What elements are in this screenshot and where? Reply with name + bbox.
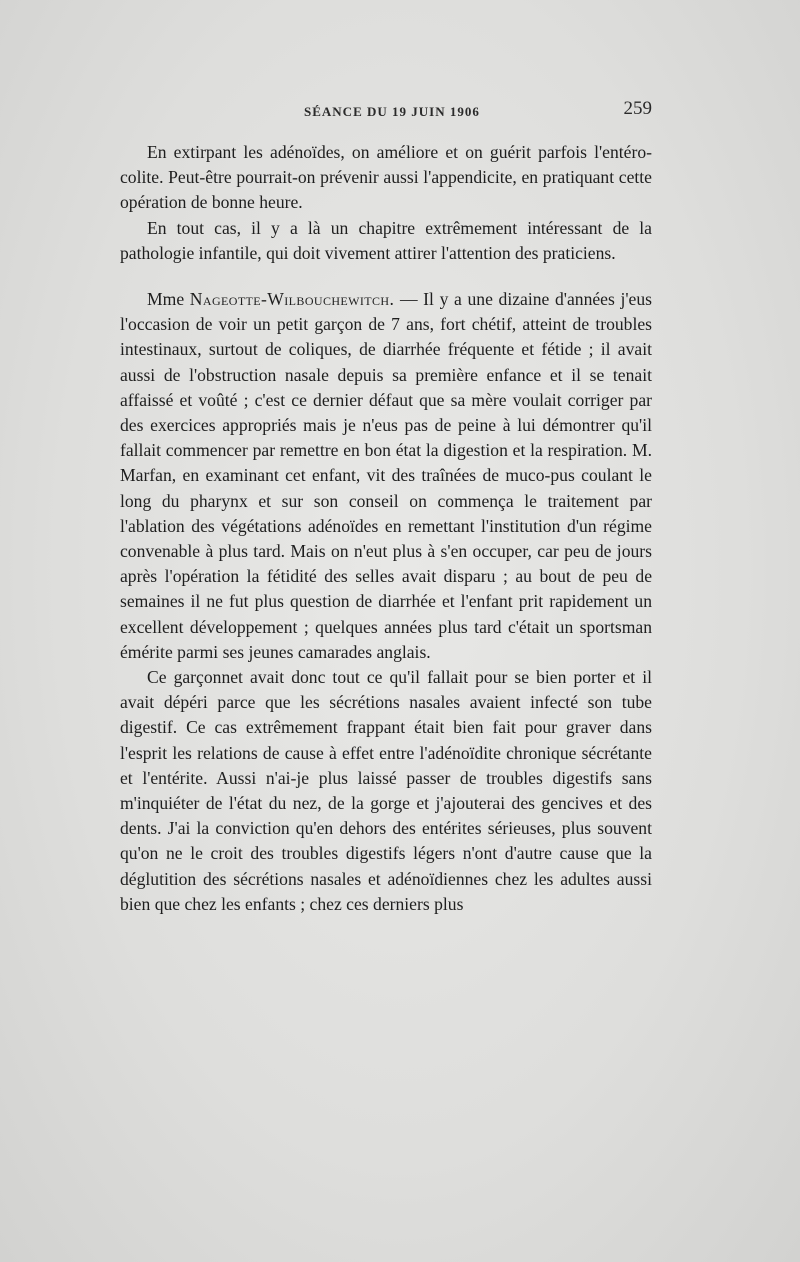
paragraph: [120, 140, 652, 216]
paragraph-text: En tout cas, il y a là un chapitre extrêmement intéressant de la pathologie infantile, qui doit vivement attirer l'attention des praticiens.: [120, 217, 652, 263]
body-text: [120, 140, 652, 917]
speaker-title: Mme: [147, 289, 185, 310]
page-number: 259: [623, 98, 652, 119]
paragraph-text: En extirpant les adénoïdes, on améliore et on guérit parfois l'entéro-colite. Peut-être pourrait-on prévenir aussi l'appendicite, en pratiquant cette opération de bonne heure.: [120, 142, 652, 213]
paragraph: [120, 665, 652, 917]
paragraph-text: Ce garçonnet avait donc tout ce qu'il fallait pour se bien porter et il avait dépéri parce que les sécrétions nasales avaient infecté son tube digestif. Ce cas extrêmement frappant était bien fait pour graver dans l'esprit les relations de cause à effet entre l'adénoïdite chronique sécrétante et l'entérite. Aussi n'ai-je plus laissé passer de troubles digestifs sans m'inquiéter de l'état du nez, de la gorge et j'ajouterai des gencives et des dents. J'ai la conviction qu'en dehors des entérites sérieuses, plus souvent qu'on ne le croit des troubles digestifs légers n'ont d'autre cause que la déglutition des sécrétions nasales et adénoïdiennes chez les adultes aussi bien que chez les enfants ; chez ces derniers plus: [120, 667, 652, 914]
paragraph-text: — Il y a une dizaine d'années j'eus l'occasion de voir un petit garçon de 7 ans, fort chétif, atteint de troubles intestinaux, surtout de coliques, de diarrhée fréquente et fétide ; il avait aussi de l'obstruction nasale depuis sa première enfance et il se tenait affaissé et voûté ; c'est ce dernier défaut que sa mère voulait corriger par des exercices appropriés mais je n'eus pas de peine à lui démontrer qu'il fallait commencer par remettre en bon état la digestion et la respiration. M. Marfan, en examinant cet enfant, vit des traînées de muco-pus coulant le long du pharynx et sur son conseil on commença le traitement par l'ablation des végétations adénoïdes en remettant l'institution d'un régime convenable à plus tard. Mais on n'eut plus à s'en occuper, car peu de jours après l'opération la fétidité des selles avait disparu ; au bout de peu de semaines il ne fut plus question de diarrhée et l'enfant prit rapidement un excellent développement ; quelques années plus tard c'était un sportsman émérite parmi ses jeunes camarades anglais.: [120, 289, 652, 662]
paragraph: [120, 287, 652, 665]
speaker-name: Nageotte-Wilbouchewitch.: [189, 289, 395, 310]
page-header: [120, 98, 652, 128]
paragraph: [120, 216, 652, 266]
running-head: SÉANCE DU 19 JUIN 1906: [304, 104, 480, 119]
